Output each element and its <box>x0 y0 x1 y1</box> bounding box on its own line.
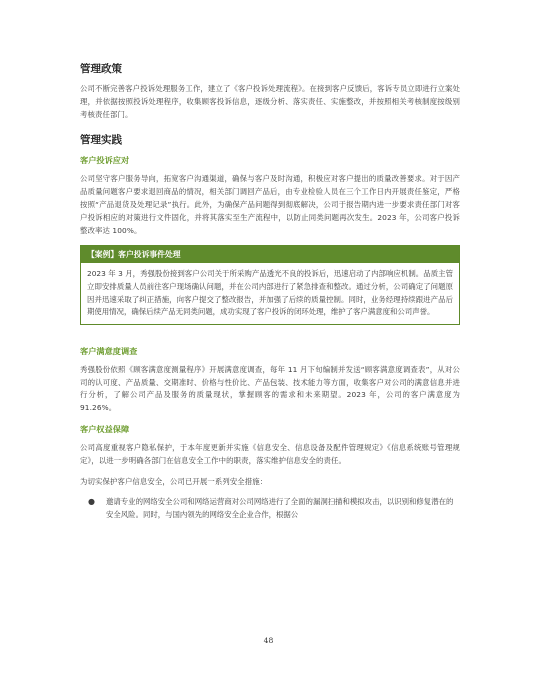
case-text: 2023 年 3 月，秀强股份接到客户公司关于所采购产品透光不良的投诉后，迅速启动了内部响应机制。品质主管立即安排质量人员前往客户现场确认问题，并在公司内部进行了紧急排查和整改。通过分析，公司确定了问题原因并迅速采取了纠正措施，向客户提交了整改报告，并加强了后续的质量控制。同时，业务经理持续跟进产品后期使用情况，确保后续产品无同类问题，成功实现了客户投诉的闭环处理，维护了客户满意度和公司声誉。 <box>87 269 453 317</box>
policy-heading: 管理政策 <box>80 63 122 75</box>
list-item <box>88 496 460 522</box>
page-content <box>80 62 460 522</box>
measures-list <box>80 496 460 522</box>
policy-paragraph: 公司不断完善客户投诉处理服务工作，建立了《客户投诉处理流程》。在接到客户反馈后，客诉专员立即进行立案处理，并依据按照投诉处理程序，收集顾客投诉信息，逐级分析、落实责任、实施整改，并按照相关考核制度按级别考核责任部门。 <box>80 84 460 119</box>
complaint-paragraph: 公司坚守客户服务导向，拓宽客户沟通渠道，确保与客户及时沟通，积极应对客户提出的质量改善要求。对于因产品质量问题客户要求退回商品的情况，相关部门调回产品后，由专业检验人员在三个工作日内开展责任鉴定，严格按照“产品退货及处理记录”执行。此外，为确保产品问题得到彻底解决，公司于报告期内进一步要求责任部门对客户投诉相应的对策进行文件固化，并将其落实至生产流程中，以防止同类问题再次发生。2023 年，公司客户投诉整改率达 100%。 <box>80 174 460 235</box>
complaint-subheading: 客户投诉应对 <box>80 155 130 166</box>
bullet-icon: ● <box>88 497 95 507</box>
privacy-subheading: 客户权益保障 <box>80 423 130 434</box>
case-title: 【案例】客户投诉事件处理 <box>81 246 459 263</box>
measures-intro: 为切实保护客户信息安全，公司已开展一系列安全措施： <box>80 476 268 486</box>
page-number: 48 <box>263 636 274 645</box>
practice-heading: 管理实践 <box>80 134 122 147</box>
list-item-text: 邀请专业的网络安全公司和网络运营商对公司网络进行了全面的漏洞扫描和模拟攻击，以识别和修复潜在的安全风险。同时，与国内领先的网络安全企业合作，根据公 <box>106 497 454 520</box>
satisfaction-paragraph: 秀强股份依照《顾客满意度测量程序》开展满意度调查，每年 11 月下旬编制并发送“顾客满意度调查表”，从对公司的认可度、产品质量、交期准时、价格与性价比、产品包装、技术能力等方面，收集客户对公司的满意信息并进行分析，了解公司产品及服务的质量现状，掌握顾客的需求和未来期望。2023 年，公司的客户满意度为 91.26%。 <box>80 364 460 413</box>
case-box <box>80 245 460 324</box>
privacy-paragraph: 公司高度重视客户隐私保护，于本年度更新并实施《信息安全、信息设备及配件管理规定》《信息系统账号管理规定》，以进一步明确各部门在信息安全工作中的职责，落实维护信息安全的责任。 <box>80 442 460 465</box>
satisfaction-subheading: 客户满意度调查 <box>80 345 138 356</box>
